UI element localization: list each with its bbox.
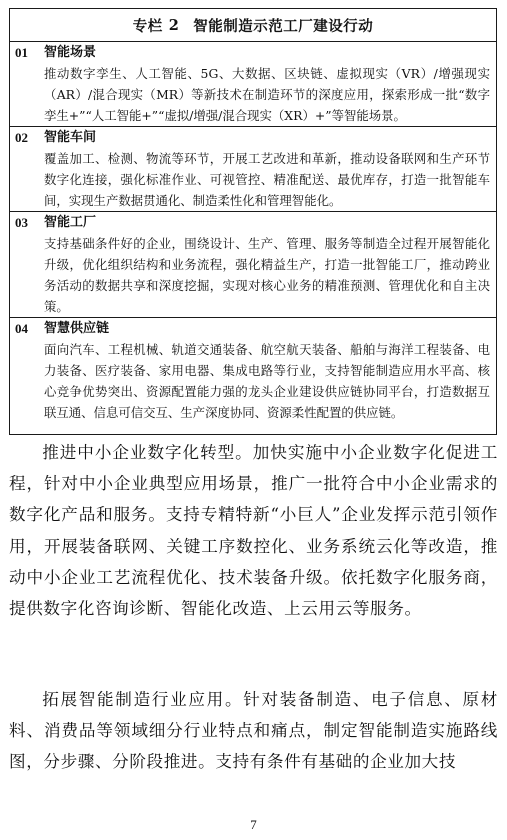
body-paragraph-sme xyxy=(9,437,498,624)
section-body: 支持基础条件好的企业，围绕设计、生产、管理、服务等制造全过程开展智能化升级，优化组织结构和业务流程，强化精益生产，打造一批智能工厂，推动跨业务活动的数据共享和深度挖掘，实现对核心业务的精准预测、管理优化和自主决策。 xyxy=(44,236,490,314)
section-heading: 智能场景 xyxy=(44,45,97,60)
paragraph-lead: 拓展智能制造行业应用。 xyxy=(42,690,244,709)
section-body: 推动数字孪生、人工智能、5G、大数据、区块链、虚拟现实（VR）/增强现实（AR）/混合现实（MR）等新技术在制造环节的深度应用，探索形成一批“数字孪生+”“人工智能+”“虚拟/增强/混合现实（XR）+”等智能场景。 xyxy=(44,66,490,123)
section-head xyxy=(10,127,496,148)
section-body: 覆盖加工、检测、物流等环节，开展工艺改进和革新，推动设备联网和生产环节数字化连接，强化标准作业、可视管控、精准配送、最优库存，打造一批智能车间，实现生产数据贯通化、制造柔性化和管理智能化。 xyxy=(44,151,490,208)
section-smart-supply-chain xyxy=(10,318,496,423)
feature-box xyxy=(9,8,497,435)
section-smart-factory xyxy=(10,212,496,317)
section-head xyxy=(10,212,496,233)
section-number: 03 xyxy=(15,215,28,230)
page-number: 7 xyxy=(250,817,257,832)
section-number: 01 xyxy=(15,45,28,60)
box-number: 2 xyxy=(168,16,180,34)
paragraph-text: 针对装备制造、电子信息、原材料、消费品等领域细分行业特点和痛点，制定智能制造实施路线图，分步骤、分阶段推进。支持有条件有基础的企业加大技 xyxy=(9,690,498,772)
body-paragraph-industry xyxy=(9,684,498,778)
box-title xyxy=(10,9,496,42)
box-label: 专栏 xyxy=(132,17,163,35)
section-smart-scenario xyxy=(10,42,496,126)
section-heading: 智慧供应链 xyxy=(44,321,110,336)
paragraph-text: 加快实施中小企业数字化促进工程，针对中小企业典型应用场景，推广一批符合中小企业需求的数字化产品和服务。支持专精特新“小巨人”企业发挥示范引领作用，开展装备联网、关键工序数控化、业务系统云化等改造，推动中小企业工艺流程优化、技术装备升级。依托数字化服务商，提供数字化咨询诊断、智能化改造、上云用云等服务。 xyxy=(9,443,499,619)
section-number: 02 xyxy=(15,130,28,145)
section-number: 04 xyxy=(15,321,28,336)
section-heading: 智能车间 xyxy=(44,130,97,145)
section-smart-workshop xyxy=(10,127,496,211)
paragraph-lead: 推进中小企业数字化转型。 xyxy=(42,443,253,462)
box-title-text: 智能制造示范工厂建设行动 xyxy=(193,17,374,35)
section-head xyxy=(10,42,496,63)
section-heading: 智能工厂 xyxy=(44,215,97,230)
section-body: 面向汽车、工程机械、轨道交通装备、航空航天装备、船舶与海洋工程装备、电力装备、医疗装备、家用电器、集成电路等行业，支持智能制造应用水平高、核心竞争优势突出、资源配置能力强的龙头企业建设供应链协同平台，打造数据互联互通、信息可信交互、生产深度协同、资源柔性配置的供应链。 xyxy=(44,342,490,420)
section-head xyxy=(10,318,496,339)
